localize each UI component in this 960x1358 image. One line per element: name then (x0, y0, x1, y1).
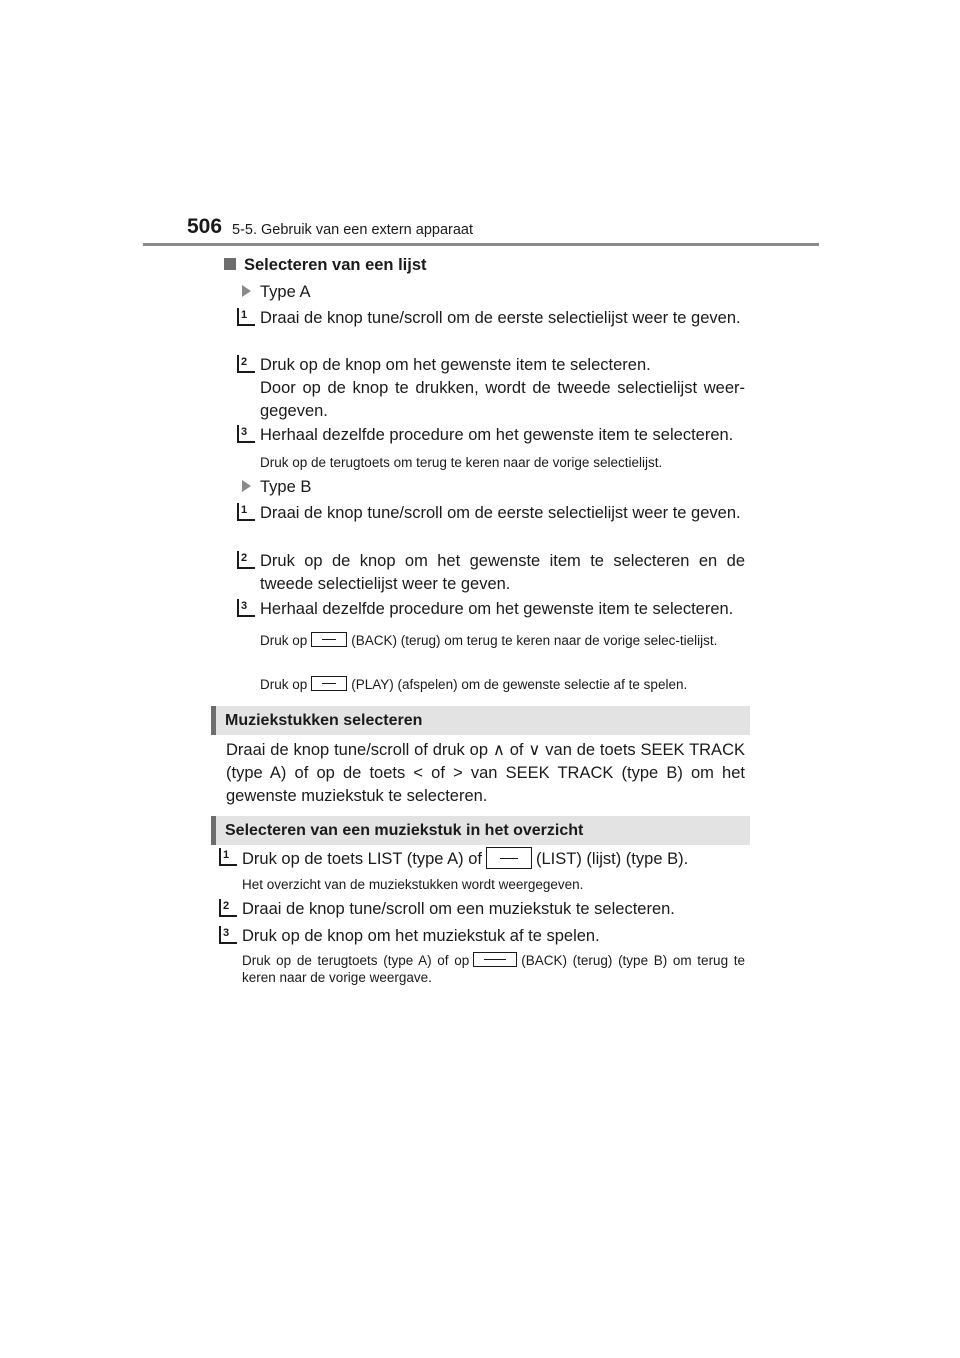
section-heading: Muziekstukken selecteren (225, 712, 423, 729)
type-b-label: Type B (242, 477, 311, 497)
list-button-icon (486, 847, 532, 869)
section-heading-bar (211, 706, 750, 735)
header-divider (143, 243, 819, 246)
chapter-title: 5-5. Gebruik van een extern apparaat (232, 222, 474, 238)
back-button-icon (473, 952, 517, 967)
back-button-icon (311, 632, 347, 647)
section-heading-bar (211, 816, 750, 845)
page-number: 506 (187, 215, 223, 238)
step-number-badge: 1 (237, 308, 255, 326)
square-bullet-icon (224, 258, 236, 270)
note-text: Druk op (BACK) (terug) om terug te keren naar de vorige selec-tielijst. (260, 633, 718, 648)
step-number-badge: 3 (237, 599, 255, 617)
step-text-continuation: Door op de knop te drukken, wordt de tweede selectielijst weer-gegeven. (260, 379, 745, 420)
section-heading: Selecteren van een muziekstuk in het overzicht (225, 822, 584, 839)
step-number-badge: 2 (237, 551, 255, 569)
step-text: Druk op de toets LIST (type A) of (LIST) (lijst) (type B). (242, 847, 745, 871)
triangle-bullet-icon (242, 480, 251, 492)
step-number-badge: 2 (237, 355, 255, 373)
step-text: Druk op de knop om het gewenste item te selecteren. (260, 356, 651, 374)
step-number-badge: 2 (219, 899, 237, 917)
note-text: Het overzicht van de muziekstukken wordt weergegeven. (242, 877, 584, 892)
step-number-badge: 1 (219, 848, 237, 866)
body-paragraph: Draai de knop tune/scroll of druk op ∧ of ∨ van de toets SEEK TRACK (type A) of op de toets < of > van SEEK TRACK (type B) om het gewenste muziekstuk te selecteren. (226, 741, 745, 805)
step-text: Draai de knop tune/scroll om een muziekstuk te selecteren. (242, 900, 675, 918)
subsection-heading (224, 255, 427, 275)
step-text: Draai de knop tune/scroll om de eerste selectielijst weer te geven. (260, 504, 741, 522)
step-text: Druk op de knop om het muziekstuk af te spelen. (242, 927, 600, 945)
subsection-heading-text: Selecteren van een lijst (244, 256, 427, 274)
step-text: Druk op de knop om het gewenste item te selecteren en de tweede selectielijst weer te geven. (260, 552, 745, 593)
step-text: Herhaal dezelfde procedure om het gewenste item te selecteren. (260, 600, 734, 618)
type-a-label: Type A (242, 282, 310, 302)
triangle-bullet-icon (242, 285, 251, 297)
note-text: Druk op de terugtoets (type A) of op (BACK) (terug) (type B) om terug te keren naar de vorige weergave. (242, 953, 745, 985)
note-text: Druk op (PLAY) (afspelen) om de gewenste selectie af te spelen. (260, 677, 688, 692)
step-text: Draai de knop tune/scroll om de eerste selectielijst weer te geven. (260, 309, 741, 327)
step-number-badge: 3 (237, 425, 255, 443)
note-text: Druk op de terugtoets om terug te keren naar de vorige selectielijst. (260, 455, 663, 470)
step-number-badge: 3 (219, 926, 237, 944)
step-text: Herhaal dezelfde procedure om het gewenste item te selecteren. (260, 426, 734, 444)
play-button-icon (311, 676, 347, 691)
step-number-badge: 1 (237, 503, 255, 521)
